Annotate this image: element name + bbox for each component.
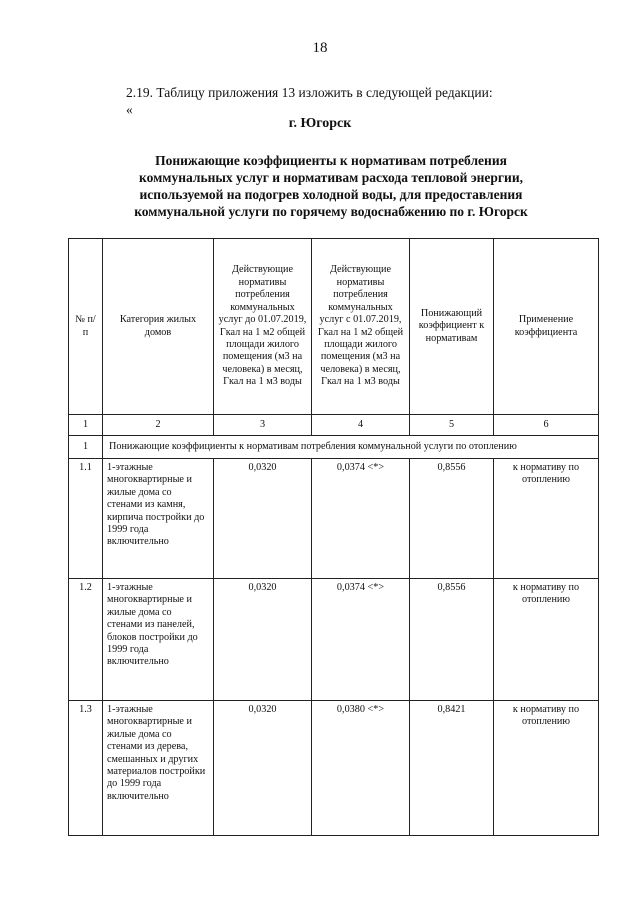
city-title: г. Югорск bbox=[288, 116, 352, 131]
intro-text bbox=[126, 84, 493, 118]
row-coefficient: 0,8556 bbox=[410, 579, 494, 701]
header-num: № п/п bbox=[69, 239, 103, 415]
row-num: 1.1 bbox=[69, 459, 103, 579]
column-number: 4 bbox=[312, 415, 410, 436]
page-number: 18 bbox=[312, 40, 328, 56]
column-number: 5 bbox=[410, 415, 494, 436]
column-number-row bbox=[69, 415, 599, 436]
section-num: 1 bbox=[69, 436, 103, 459]
row-application: к нормативу по отоплению bbox=[494, 701, 599, 836]
row-num: 1.2 bbox=[69, 579, 103, 701]
row-num: 1.3 bbox=[69, 701, 103, 836]
header-application: Применение коэффициента bbox=[494, 239, 599, 415]
row-norm-from: 0,0374 <*> bbox=[312, 459, 410, 579]
row-norm-until: 0,0320 bbox=[214, 579, 312, 701]
row-norm-until: 0,0320 bbox=[214, 459, 312, 579]
column-number: 6 bbox=[494, 415, 599, 436]
table-header-row bbox=[69, 239, 599, 415]
column-number: 2 bbox=[103, 415, 214, 436]
section-row bbox=[69, 436, 599, 459]
heading-line: используемой на подогрев холодной воды, для предоставления bbox=[139, 187, 523, 202]
header-norm-from: Действующие нормативы потребления коммунальных услуг с 01.07.2019, Гкал на 1 м2 общей площади жилого помещения (м3 на человека) в месяц, Гкал на 1 м3 воды bbox=[312, 239, 410, 415]
row-application: к нормативу по отоплению bbox=[494, 579, 599, 701]
table-row bbox=[69, 701, 599, 836]
table-row bbox=[69, 579, 599, 701]
column-number: 3 bbox=[214, 415, 312, 436]
heading-line: коммунальной услуги по горячему водоснабжению по г. Югорск bbox=[134, 204, 528, 219]
row-category: 1-этажные многоквартирные и жилые дома со стенами из камня, кирпича постройки до 1999 года включительно bbox=[103, 459, 214, 579]
row-category: 1-этажные многоквартирные и жилые дома со стенами из дерева, смешанных и других материалов постройки до 1999 года включительно bbox=[103, 701, 214, 836]
row-coefficient: 0,8421 bbox=[410, 701, 494, 836]
intro-line: 2.19. Таблицу приложения 13 изложить в следующей редакции: bbox=[126, 85, 493, 100]
table-heading bbox=[96, 152, 566, 220]
row-category: 1-этажные многоквартирные и жилые дома со стенами из панелей, блоков постройки до 1999 года включительно bbox=[103, 579, 214, 701]
header-category: Категория жилых домов bbox=[103, 239, 214, 415]
row-norm-until: 0,0320 bbox=[214, 701, 312, 836]
header-coefficient: Понижающий коэффициент к нормативам bbox=[410, 239, 494, 415]
row-application: к нормативу по отоплению bbox=[494, 459, 599, 579]
table-row bbox=[69, 459, 599, 579]
heading-line: коммунальных услуг и нормативам расхода тепловой энергии, bbox=[139, 170, 523, 185]
opening-quote: « bbox=[126, 102, 133, 117]
column-number: 1 bbox=[69, 415, 103, 436]
header-norm-until: Действующие нормативы потребления коммунальных услуг до 01.07.2019, Гкал на 1 м2 общей площади жилого помещения (м3 на человека) в месяц, Гкал на 1 м3 воды bbox=[214, 239, 312, 415]
row-norm-from: 0,0380 <*> bbox=[312, 701, 410, 836]
coefficients-table bbox=[68, 238, 599, 836]
section-title: Понижающие коэффициенты к нормативам потребления коммунальной услуги по отоплению bbox=[103, 436, 599, 459]
row-coefficient: 0,8556 bbox=[410, 459, 494, 579]
heading-line: Понижающие коэффициенты к нормативам потребления bbox=[155, 153, 507, 168]
row-norm-from: 0,0374 <*> bbox=[312, 579, 410, 701]
